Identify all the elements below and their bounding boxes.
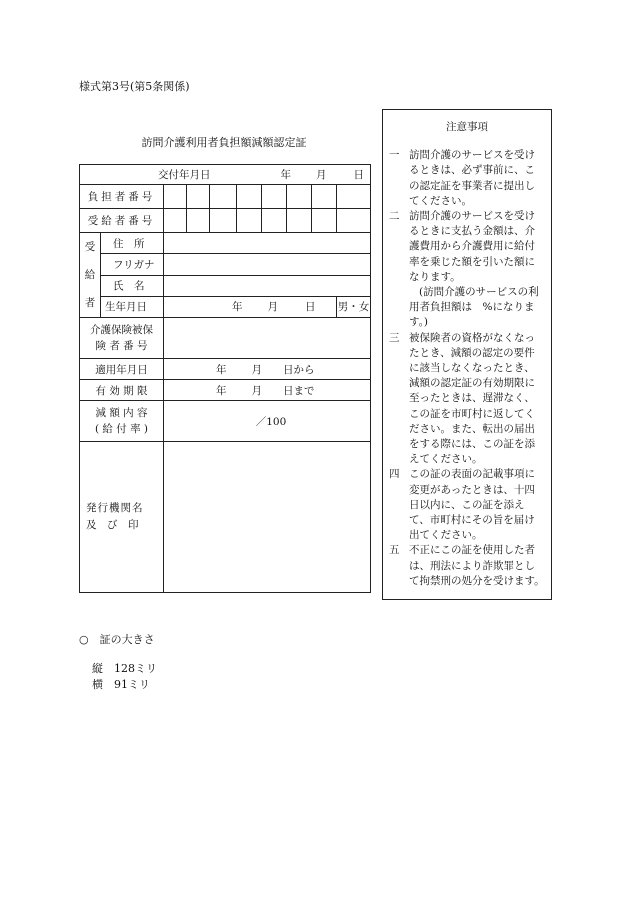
issuer-seal-field[interactable] (164, 442, 371, 593)
burden-digit-box[interactable] (337, 185, 371, 209)
issuer-row (80, 442, 371, 593)
burden-digit-box[interactable] (210, 185, 237, 209)
notes-box (382, 109, 552, 600)
recipient-digit-box[interactable] (237, 209, 262, 233)
recipient-number-row (80, 209, 371, 233)
apply-date-field[interactable] (164, 359, 371, 380)
issue-year: 年 (280, 169, 291, 181)
reduction-label: 減 額 内 容 ( 給 付 率 ) (80, 401, 164, 442)
certificate-card (79, 164, 371, 593)
recipient-digit-box[interactable] (312, 209, 337, 233)
notes-title: 注意事項 (446, 121, 488, 133)
form-number: 様式第3号(第5条関係) (79, 80, 190, 93)
size-width: 横 91ミリ (92, 678, 150, 691)
valid-month: 月 (251, 384, 262, 397)
name-row (80, 275, 371, 296)
size-heading: ○ 証の大きさ (79, 633, 155, 646)
valid-until-field[interactable] (164, 380, 371, 401)
insured-number-label: 介護保険被保 険 者 番 号 (80, 318, 164, 359)
burden-digit-box[interactable] (164, 185, 187, 209)
burden-digit-box[interactable] (287, 185, 312, 209)
gender-selector[interactable]: 男・女 (337, 296, 371, 317)
apply-date-row (80, 359, 371, 380)
insured-number-row (80, 318, 371, 359)
birthdate-field[interactable] (164, 296, 337, 317)
reduction-row (80, 401, 371, 442)
apply-year: 年 (216, 363, 227, 376)
valid-until-label: 有 効 期 限 (80, 380, 164, 401)
recipient-digit-box[interactable] (287, 209, 312, 233)
burden-digit-box[interactable] (312, 185, 337, 209)
reduction-rate-field[interactable] (164, 401, 371, 442)
burden-digit-box[interactable] (262, 185, 287, 209)
issuer-label: 発行機関名 及 び 印 (80, 442, 164, 593)
issue-day: 日 (353, 169, 364, 181)
issue-month: 月 (316, 169, 327, 181)
recipient-digit-box[interactable] (164, 209, 187, 233)
note-item: 二 訪問介護のサービスを受けるときに支払う金額は、介護費用から介護費用に給付率を乗じた額を引いた額になります。 (389, 210, 535, 283)
note-item-2-extra: (訪問介護のサービスの利用者負担額は %になります。) (409, 286, 539, 329)
note-item: 三 被保険者の資格がなくなったとき、減額の認定の要件に該当しなくなったとき、減額の認定証の有効期限に至ったときは、遅滞なく、この証を市町村に返してください。また、転出の届出をする際には、この証を添えてください。 (389, 331, 535, 466)
birth-day: 日 (305, 301, 316, 314)
furigana-row (80, 254, 371, 275)
recipient-digit-box[interactable] (337, 209, 371, 233)
burden-digit-box[interactable] (237, 185, 262, 209)
recipient-number-label: 受給者番号 (80, 209, 164, 233)
apply-date-label: 適用年月日 (80, 359, 164, 380)
address-label: 住 所 (101, 233, 164, 254)
insured-number-field[interactable] (164, 318, 371, 359)
valid-until: 日まで (283, 384, 315, 397)
name-label: 氏 名 (101, 275, 164, 296)
birthdate-row (80, 296, 371, 317)
birthdate-label: 生年月日 (101, 296, 164, 317)
furigana-label: フリガナ (101, 254, 164, 275)
burden-number-row (80, 185, 371, 209)
burden-digit-box[interactable] (187, 185, 210, 209)
issue-date-label: 交付年月日 (158, 169, 211, 181)
address-row (80, 233, 371, 254)
size-height: 縦 128ミリ (92, 662, 157, 675)
valid-until-row (80, 380, 371, 401)
recipient-digit-box[interactable] (262, 209, 287, 233)
birth-year: 年 (232, 301, 243, 314)
valid-year: 年 (216, 384, 227, 397)
note-item: 五 不正にこの証を使用した者は、刑法により詐欺罪として拘禁刑の処分を受けます。 (389, 544, 545, 587)
reduction-rate-value: ／100 (255, 415, 287, 428)
recipient-digit-box[interactable] (187, 209, 210, 233)
note-item: 一 訪問介護のサービスを受けるときは、必ず事前に、この認定証を事業者に提出してください。 (389, 149, 535, 207)
issue-date-row (80, 165, 371, 185)
burden-number-label: 負担者番号 (80, 185, 164, 209)
recipient-vertical-label: 受 給 者 (80, 233, 101, 318)
address-field[interactable] (164, 233, 371, 254)
recipient-digit-box[interactable] (210, 209, 237, 233)
birth-month: 月 (267, 301, 278, 314)
name-field[interactable] (164, 275, 371, 296)
apply-month: 月 (251, 363, 262, 376)
apply-from: 日から (283, 363, 315, 376)
certificate-title: 訪問介護利用者負担額減額認定証 (141, 136, 307, 149)
note-item: 四 この証の表面の記載事項に変更があったときは、十四日以内に、この証を添えて、市町村にその旨を届け出てください。 (389, 468, 535, 542)
furigana-field[interactable] (164, 254, 371, 275)
